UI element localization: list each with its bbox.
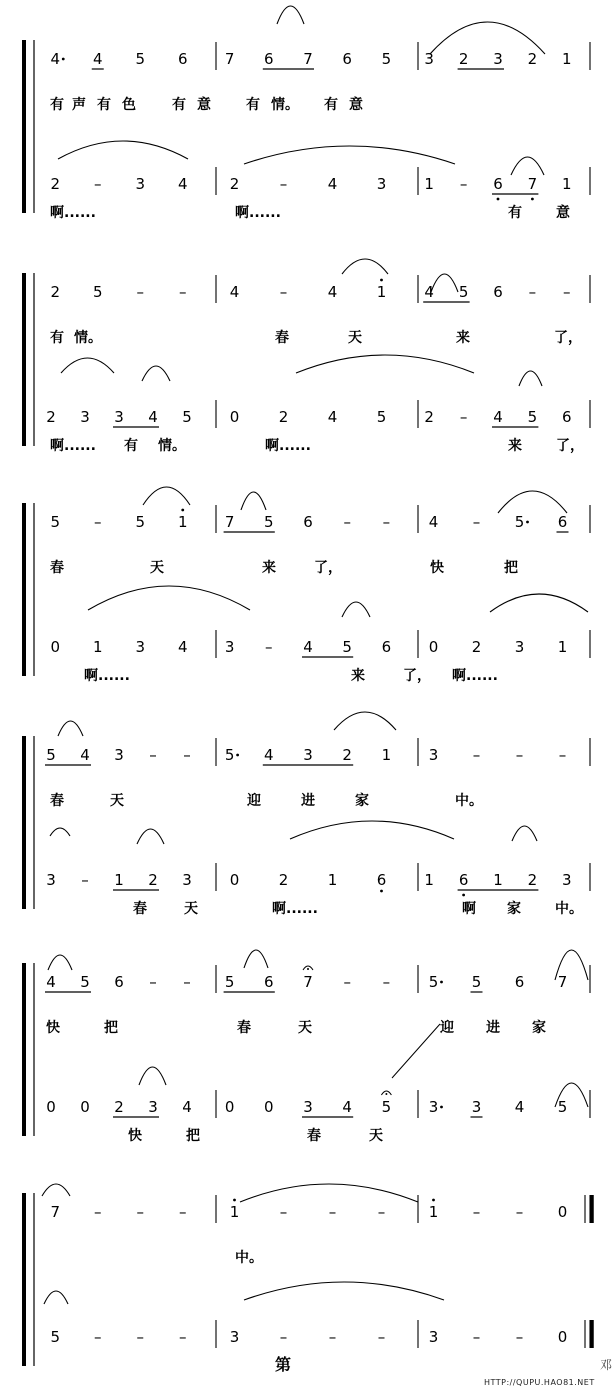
note-1: 1 — [557, 638, 568, 656]
note-0: 0 — [80, 1098, 90, 1116]
note-4: 4 — [264, 746, 274, 764]
note-dash: – — [328, 1328, 337, 1346]
note-1: 1 — [381, 746, 392, 764]
lyric: 啊...... — [452, 668, 498, 684]
note-5: 5 — [514, 513, 525, 531]
note-3: 3 — [114, 746, 124, 764]
note-4: 4 — [424, 283, 434, 301]
lyric: 有 — [97, 97, 111, 113]
lyric: 有 — [124, 438, 138, 454]
slur-arc — [61, 358, 114, 373]
note-dash: – — [94, 1203, 102, 1221]
note-dash: – — [515, 746, 524, 764]
low-octave-dot — [531, 198, 534, 201]
note-2: 2 — [471, 638, 482, 656]
note-5: 5 — [342, 638, 352, 656]
note-1: 1 — [92, 638, 103, 656]
note-3: 3 — [135, 175, 146, 193]
note-3: 3 — [514, 638, 525, 656]
lyric: 春 — [237, 1020, 251, 1036]
note-2: 2 — [50, 283, 61, 301]
lyric: 中。 — [555, 901, 583, 917]
note-5: 5 — [46, 746, 56, 764]
note-1: 1 — [562, 175, 572, 193]
note-1: 1 — [114, 871, 124, 889]
high-octave-dot — [380, 279, 383, 282]
lyric: 了， — [314, 560, 342, 576]
note-0: 0 — [557, 1203, 568, 1221]
note-dash: – — [515, 1328, 524, 1346]
note-4: 4 — [80, 746, 90, 764]
slur-arc — [142, 366, 170, 381]
note-5: 5 — [92, 283, 103, 301]
lyric: 春 — [275, 330, 289, 346]
slur-arc — [143, 487, 190, 505]
note-5: 5 — [224, 973, 235, 991]
note-dash: – — [183, 746, 191, 764]
note-dash: – — [343, 513, 351, 531]
slur-arc — [50, 828, 70, 836]
note-2: 2 — [342, 746, 352, 764]
note-1: 1 — [327, 871, 338, 889]
low-octave-dot — [462, 894, 465, 897]
lyric: 色 — [122, 97, 136, 113]
note-1: 1 — [428, 1203, 439, 1221]
slur-arc — [277, 6, 304, 24]
note-4: 4 — [342, 1098, 352, 1116]
lyric: 啊...... — [235, 205, 281, 221]
lyric: 迎 — [247, 793, 261, 809]
note-dash: – — [558, 746, 567, 764]
slur-arc — [42, 1184, 70, 1196]
source-url: HTTP://QUPU.HAO81.NET — [484, 1378, 595, 1387]
note-4: 4 — [182, 1098, 192, 1116]
slur-arc — [290, 821, 454, 839]
slur-arc — [511, 157, 544, 175]
note-3: 3 — [471, 1098, 482, 1116]
slur-arc — [244, 950, 268, 968]
note-5: 5 — [381, 1098, 392, 1116]
note-dash: – — [279, 1328, 288, 1346]
note-dash: – — [149, 973, 157, 991]
low-octave-dot — [380, 890, 383, 893]
high-octave-dot — [181, 509, 184, 512]
note-dash: – — [94, 175, 102, 193]
note-7: 7 — [224, 50, 235, 68]
lyric: 快 — [430, 560, 444, 576]
slur-arc — [58, 141, 188, 159]
dot — [440, 981, 443, 984]
note-5: 5 — [376, 408, 387, 426]
note-dash: – — [343, 973, 351, 991]
note-4: 4 — [177, 175, 188, 193]
note-5: 5 — [135, 50, 146, 68]
lyric: 家 — [507, 901, 521, 917]
note-3: 3 — [46, 871, 56, 889]
note-2: 2 — [50, 175, 61, 193]
note-dash: – — [382, 513, 391, 531]
fermata-dot — [307, 968, 309, 970]
note-dash: – — [149, 746, 157, 764]
lyric: 天 — [150, 560, 164, 576]
note-7: 7 — [303, 973, 313, 991]
note-dash: – — [136, 1203, 144, 1221]
note-4: 4 — [428, 513, 439, 531]
lyric: 情。 — [74, 330, 102, 346]
note-1: 1 — [229, 1203, 240, 1221]
lyric: 春 — [50, 560, 64, 576]
note-3: 3 — [135, 638, 146, 656]
note-dash: – — [279, 175, 288, 193]
slur-arc — [244, 1282, 444, 1300]
note-7: 7 — [50, 1203, 61, 1221]
note-1: 1 — [177, 513, 188, 531]
lyric: 有 — [172, 97, 186, 113]
lyric: 了， — [554, 330, 582, 346]
note-dash: – — [472, 1328, 481, 1346]
lyric: 意 — [197, 97, 211, 113]
note-dash: – — [472, 513, 481, 531]
note-6: 6 — [342, 50, 352, 68]
lyric: 把 — [504, 560, 518, 576]
slur-arc — [44, 1291, 68, 1304]
note-2: 2 — [46, 408, 56, 426]
slur-arc — [48, 955, 72, 970]
slur-arc — [334, 712, 396, 730]
note-0: 0 — [428, 638, 439, 656]
note-3: 3 — [376, 175, 387, 193]
note-dash: – — [179, 1203, 187, 1221]
note-1: 1 — [493, 871, 503, 889]
note-dash: – — [515, 1203, 524, 1221]
note-4: 4 — [327, 408, 338, 426]
note-3: 3 — [303, 746, 313, 764]
note-7: 7 — [557, 973, 568, 991]
note-4: 4 — [92, 50, 103, 68]
note-3: 3 — [562, 871, 572, 889]
lyric: 天 — [369, 1128, 383, 1144]
lyric: 情。 — [271, 97, 299, 113]
note-5: 5 — [182, 408, 192, 426]
note-5: 5 — [527, 408, 538, 426]
note-dash: – — [528, 283, 537, 301]
note-6: 6 — [458, 871, 469, 889]
lyric: 中。 — [455, 793, 483, 809]
note-4: 4 — [50, 50, 61, 68]
slur-arc — [58, 721, 83, 736]
note-1: 1 — [424, 871, 434, 889]
slur-arc — [88, 586, 250, 610]
lyric: 了， — [556, 438, 584, 454]
note-dash: – — [179, 1328, 187, 1346]
note-2: 2 — [278, 408, 289, 426]
note-6: 6 — [303, 513, 313, 531]
note-6: 6 — [562, 408, 572, 426]
note-3: 3 — [224, 638, 235, 656]
note-3: 3 — [114, 408, 124, 426]
note-5: 5 — [224, 746, 235, 764]
note-0: 0 — [557, 1328, 568, 1346]
note-2: 2 — [458, 50, 469, 68]
high-octave-dot — [432, 1199, 435, 1202]
lyric: 把 — [104, 1020, 118, 1036]
note-5: 5 — [80, 973, 90, 991]
note-3: 3 — [148, 1098, 158, 1116]
lyric: 意 — [556, 205, 570, 221]
note-6: 6 — [264, 973, 274, 991]
note-dash: – — [328, 1203, 337, 1221]
note-6: 6 — [114, 973, 124, 991]
note-4: 4 — [303, 638, 313, 656]
note-5: 5 — [264, 513, 274, 531]
lyric: 天 — [348, 330, 362, 346]
slur-arc — [342, 259, 388, 274]
page-label: 第 — [275, 1355, 292, 1374]
dot — [440, 1106, 443, 1109]
note-6: 6 — [557, 513, 568, 531]
note-dash: – — [563, 283, 571, 301]
lyric: 家 — [532, 1020, 546, 1036]
note-6: 6 — [493, 283, 503, 301]
note-3: 3 — [428, 1098, 439, 1116]
note-0: 0 — [229, 871, 240, 889]
note-5: 5 — [50, 1328, 61, 1346]
slur-arc — [512, 826, 537, 841]
slur-arc — [296, 355, 474, 373]
note-dash: – — [459, 175, 468, 193]
lyric: 来 — [351, 668, 365, 684]
note-dash: – — [136, 1328, 144, 1346]
note-2: 2 — [424, 408, 434, 426]
slur-arc — [431, 274, 458, 292]
note-2: 2 — [527, 871, 538, 889]
slur-arc — [137, 829, 164, 844]
fermata-dot — [385, 1093, 387, 1095]
note-dash: – — [377, 1203, 386, 1221]
note-7: 7 — [224, 513, 235, 531]
lyric: 有 — [246, 97, 260, 113]
note-dash: – — [265, 638, 273, 656]
lyric: 啊...... — [265, 438, 311, 454]
note-6: 6 — [177, 50, 188, 68]
note-6: 6 — [514, 973, 525, 991]
note-3: 3 — [424, 50, 434, 68]
lyric: 天 — [184, 901, 198, 917]
note-7: 7 — [527, 175, 538, 193]
note-3: 3 — [229, 1328, 240, 1346]
note-5: 5 — [381, 50, 392, 68]
note-1: 1 — [562, 50, 572, 68]
slur-arc — [342, 602, 370, 617]
lyric: 声 — [72, 97, 86, 113]
note-5: 5 — [428, 973, 439, 991]
note-4: 4 — [327, 283, 338, 301]
lyric: 啊 — [462, 901, 476, 917]
slur-arc — [519, 371, 542, 386]
note-dash: – — [377, 1328, 386, 1346]
note-0: 0 — [46, 1098, 56, 1116]
lyric: 来 — [262, 560, 276, 576]
note-3: 3 — [303, 1098, 313, 1116]
dot — [62, 58, 65, 61]
note-dash: – — [472, 746, 481, 764]
note-dash: – — [183, 973, 191, 991]
lyric: 家 — [355, 793, 369, 809]
lyric: 快 — [46, 1020, 60, 1036]
note-6: 6 — [493, 175, 503, 193]
lyric: 有 — [508, 205, 522, 221]
note-4: 4 — [327, 175, 338, 193]
lyric: 天 — [110, 793, 124, 809]
note-6: 6 — [264, 50, 274, 68]
note-0: 0 — [50, 638, 61, 656]
note-2: 2 — [148, 871, 158, 889]
lyric: 啊...... — [50, 438, 96, 454]
note-dash: – — [472, 1203, 481, 1221]
note-3: 3 — [428, 746, 439, 764]
lyric: 中。 — [235, 1250, 263, 1266]
slur-arc — [490, 594, 588, 612]
slur-arc — [498, 491, 567, 513]
lyric: 快 — [128, 1128, 142, 1144]
note-4: 4 — [177, 638, 188, 656]
lyric: 情。 — [158, 438, 186, 454]
note-3: 3 — [428, 1328, 439, 1346]
note-dash: – — [382, 973, 391, 991]
note-2: 2 — [114, 1098, 124, 1116]
note-3: 3 — [182, 871, 192, 889]
note-2: 2 — [527, 50, 538, 68]
note-5: 5 — [471, 973, 482, 991]
voice-connector-line — [392, 1024, 440, 1078]
note-5: 5 — [135, 513, 146, 531]
note-2: 2 — [278, 871, 289, 889]
note-4: 4 — [148, 408, 158, 426]
slur-arc — [241, 492, 266, 510]
note-4: 4 — [46, 973, 56, 991]
note-1: 1 — [376, 283, 387, 301]
lyric: 进 — [486, 1020, 500, 1036]
note-dash: – — [459, 408, 468, 426]
note-6: 6 — [381, 638, 392, 656]
lyric: 来 — [508, 438, 522, 454]
note-dash: – — [94, 513, 102, 531]
lyric: 春 — [50, 793, 64, 809]
slur-arc — [139, 1067, 166, 1085]
dot — [236, 754, 239, 757]
note-5: 5 — [458, 283, 469, 301]
lyric: 进 — [301, 793, 315, 809]
slur-arc — [244, 146, 455, 164]
note-dash: – — [179, 283, 187, 301]
lyric: 把 — [186, 1128, 200, 1144]
lyric: 有 — [50, 97, 64, 113]
note-4: 4 — [514, 1098, 525, 1116]
note-dash: – — [279, 1203, 288, 1221]
lyric: 来 — [456, 330, 470, 346]
note-dash: – — [81, 871, 89, 889]
lyric: 有 — [50, 330, 64, 346]
lyric: 啊...... — [272, 901, 318, 917]
lyric: 了， — [403, 668, 431, 684]
note-1: 1 — [424, 175, 434, 193]
note-5: 5 — [50, 513, 61, 531]
high-octave-dot — [233, 1199, 236, 1202]
note-dash: – — [136, 283, 144, 301]
lyric: 有 — [324, 97, 338, 113]
note-3: 3 — [80, 408, 90, 426]
low-octave-dot — [497, 198, 500, 201]
note-4: 4 — [229, 283, 240, 301]
note-7: 7 — [303, 50, 313, 68]
lyric: 春 — [307, 1128, 321, 1144]
lyric: 啊...... — [50, 205, 96, 221]
edge-glyph: 邓 — [600, 1358, 613, 1372]
note-5: 5 — [557, 1098, 568, 1116]
note-dash: – — [94, 1328, 102, 1346]
lyric: 啊...... — [84, 668, 130, 684]
lyric: 意 — [349, 97, 363, 113]
dot — [526, 521, 529, 524]
lyric: 天 — [298, 1020, 312, 1036]
note-6: 6 — [376, 871, 387, 889]
note-0: 0 — [264, 1098, 274, 1116]
note-4: 4 — [493, 408, 503, 426]
lyric: 春 — [133, 901, 147, 917]
note-dash: – — [279, 283, 288, 301]
note-3: 3 — [493, 50, 503, 68]
note-2: 2 — [229, 175, 240, 193]
lyric: 迎 — [440, 1020, 454, 1036]
note-0: 0 — [229, 408, 240, 426]
note-0: 0 — [224, 1098, 235, 1116]
slur-arc — [240, 1184, 418, 1202]
